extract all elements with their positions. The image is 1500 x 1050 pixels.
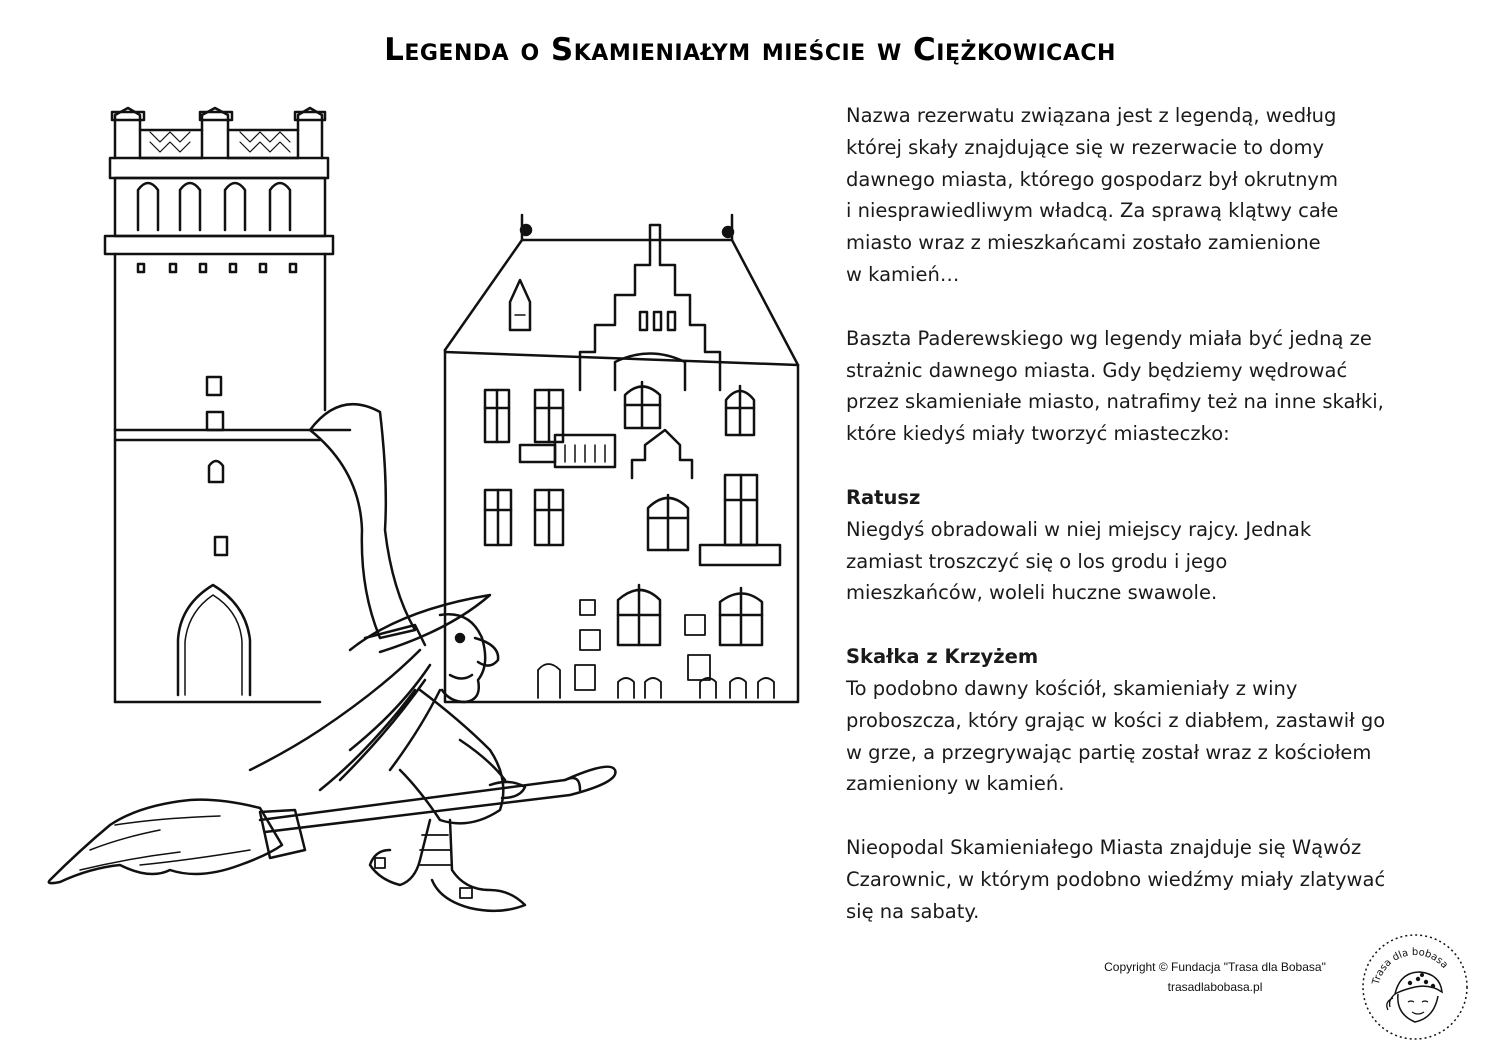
coloring-illustration bbox=[20, 90, 820, 950]
website-text: trasadlabobasa.pl bbox=[1167, 980, 1263, 994]
paragraph-gap bbox=[846, 609, 1446, 641]
skalka-line: proboszcza, który grając w kości z diabłem, zastawił go bbox=[846, 708, 1386, 732]
wawoz-line: się na sabaty. bbox=[846, 899, 980, 923]
intro-line: miasto wraz z mieszkańcami zostało zamienione bbox=[846, 231, 1321, 255]
baszta-line: strażnic dawnego miasta. Gdy będziemy wędrować bbox=[846, 358, 1348, 382]
paragraph-gap bbox=[846, 450, 1446, 482]
ratusz-heading: Ratusz bbox=[846, 485, 921, 509]
trasa-dla-bobasa-logo-icon bbox=[1360, 932, 1470, 1042]
wawoz-line: Nieopodal Skamieniałego Miasta znajduje się Wąwóz bbox=[846, 836, 1362, 860]
baszta-line: Baszta Paderewskiego wg legendy miała być jedną ze bbox=[846, 326, 1372, 350]
paragraph-gap bbox=[846, 291, 1446, 323]
wawoz-paragraph bbox=[846, 832, 1446, 927]
skalka-line: To podobno dawny kościół, skamieniały z winy bbox=[846, 676, 1298, 700]
intro-line: i niesprawiedliwym władcą. Za sprawą klątwy całe bbox=[846, 199, 1339, 223]
ratusz-section bbox=[846, 482, 1446, 609]
svg-text:Trasa dla bobasa: Trasa dla bobasa bbox=[1370, 946, 1450, 986]
wawoz-line: Czarownic, w którym podobno wiedźmy miały zlatywać bbox=[846, 867, 1386, 891]
intro-line: Nazwa rezerwatu związana jest z legendą, według bbox=[846, 104, 1337, 127]
intro-paragraph bbox=[846, 100, 1446, 291]
legend-text bbox=[846, 100, 1446, 928]
intro-line: której skały znajdujące się w rezerwacie to domy bbox=[846, 135, 1324, 159]
baszta-paragraph bbox=[846, 323, 1446, 450]
skalka-line: zamieniony w kamień. bbox=[846, 772, 1065, 796]
baszta-line: które kiedyś miały tworzyć miasteczko: bbox=[846, 422, 1230, 446]
copyright-block bbox=[1070, 957, 1360, 997]
witch-drawing bbox=[49, 404, 616, 911]
ratusz-line: mieszkańców, woleli huczne swawole. bbox=[846, 581, 1218, 605]
skalka-section bbox=[846, 641, 1446, 800]
ratusz-line: Niegdyś obradowali w niej miejscy rajcy. Jednak bbox=[846, 517, 1312, 541]
ratusz-line: zamiast troszczyć się o los grodu i jego bbox=[846, 549, 1228, 573]
baszta-line: przez skamieniałe miasto, natrafimy też na inne skałki, bbox=[846, 390, 1384, 414]
intro-line: dawnego miasta, którego gospodarz był okrutnym bbox=[846, 167, 1338, 191]
tower-drawing bbox=[105, 108, 350, 702]
townhouse-drawing bbox=[445, 215, 798, 702]
skalka-heading: Skałka z Krzyżem bbox=[846, 645, 1039, 669]
paragraph-gap bbox=[846, 800, 1446, 832]
intro-line: w kamień… bbox=[846, 262, 960, 286]
skalka-line: w grze, a przegrywając partię został wraz z kościołem bbox=[846, 740, 1372, 764]
page-title: Legenda o Skamieniałym mieście w Ciężkowicach bbox=[384, 32, 1116, 68]
copyright-text: Copyright © Fundacja "Trasa dla Bobasa" bbox=[1104, 960, 1326, 974]
